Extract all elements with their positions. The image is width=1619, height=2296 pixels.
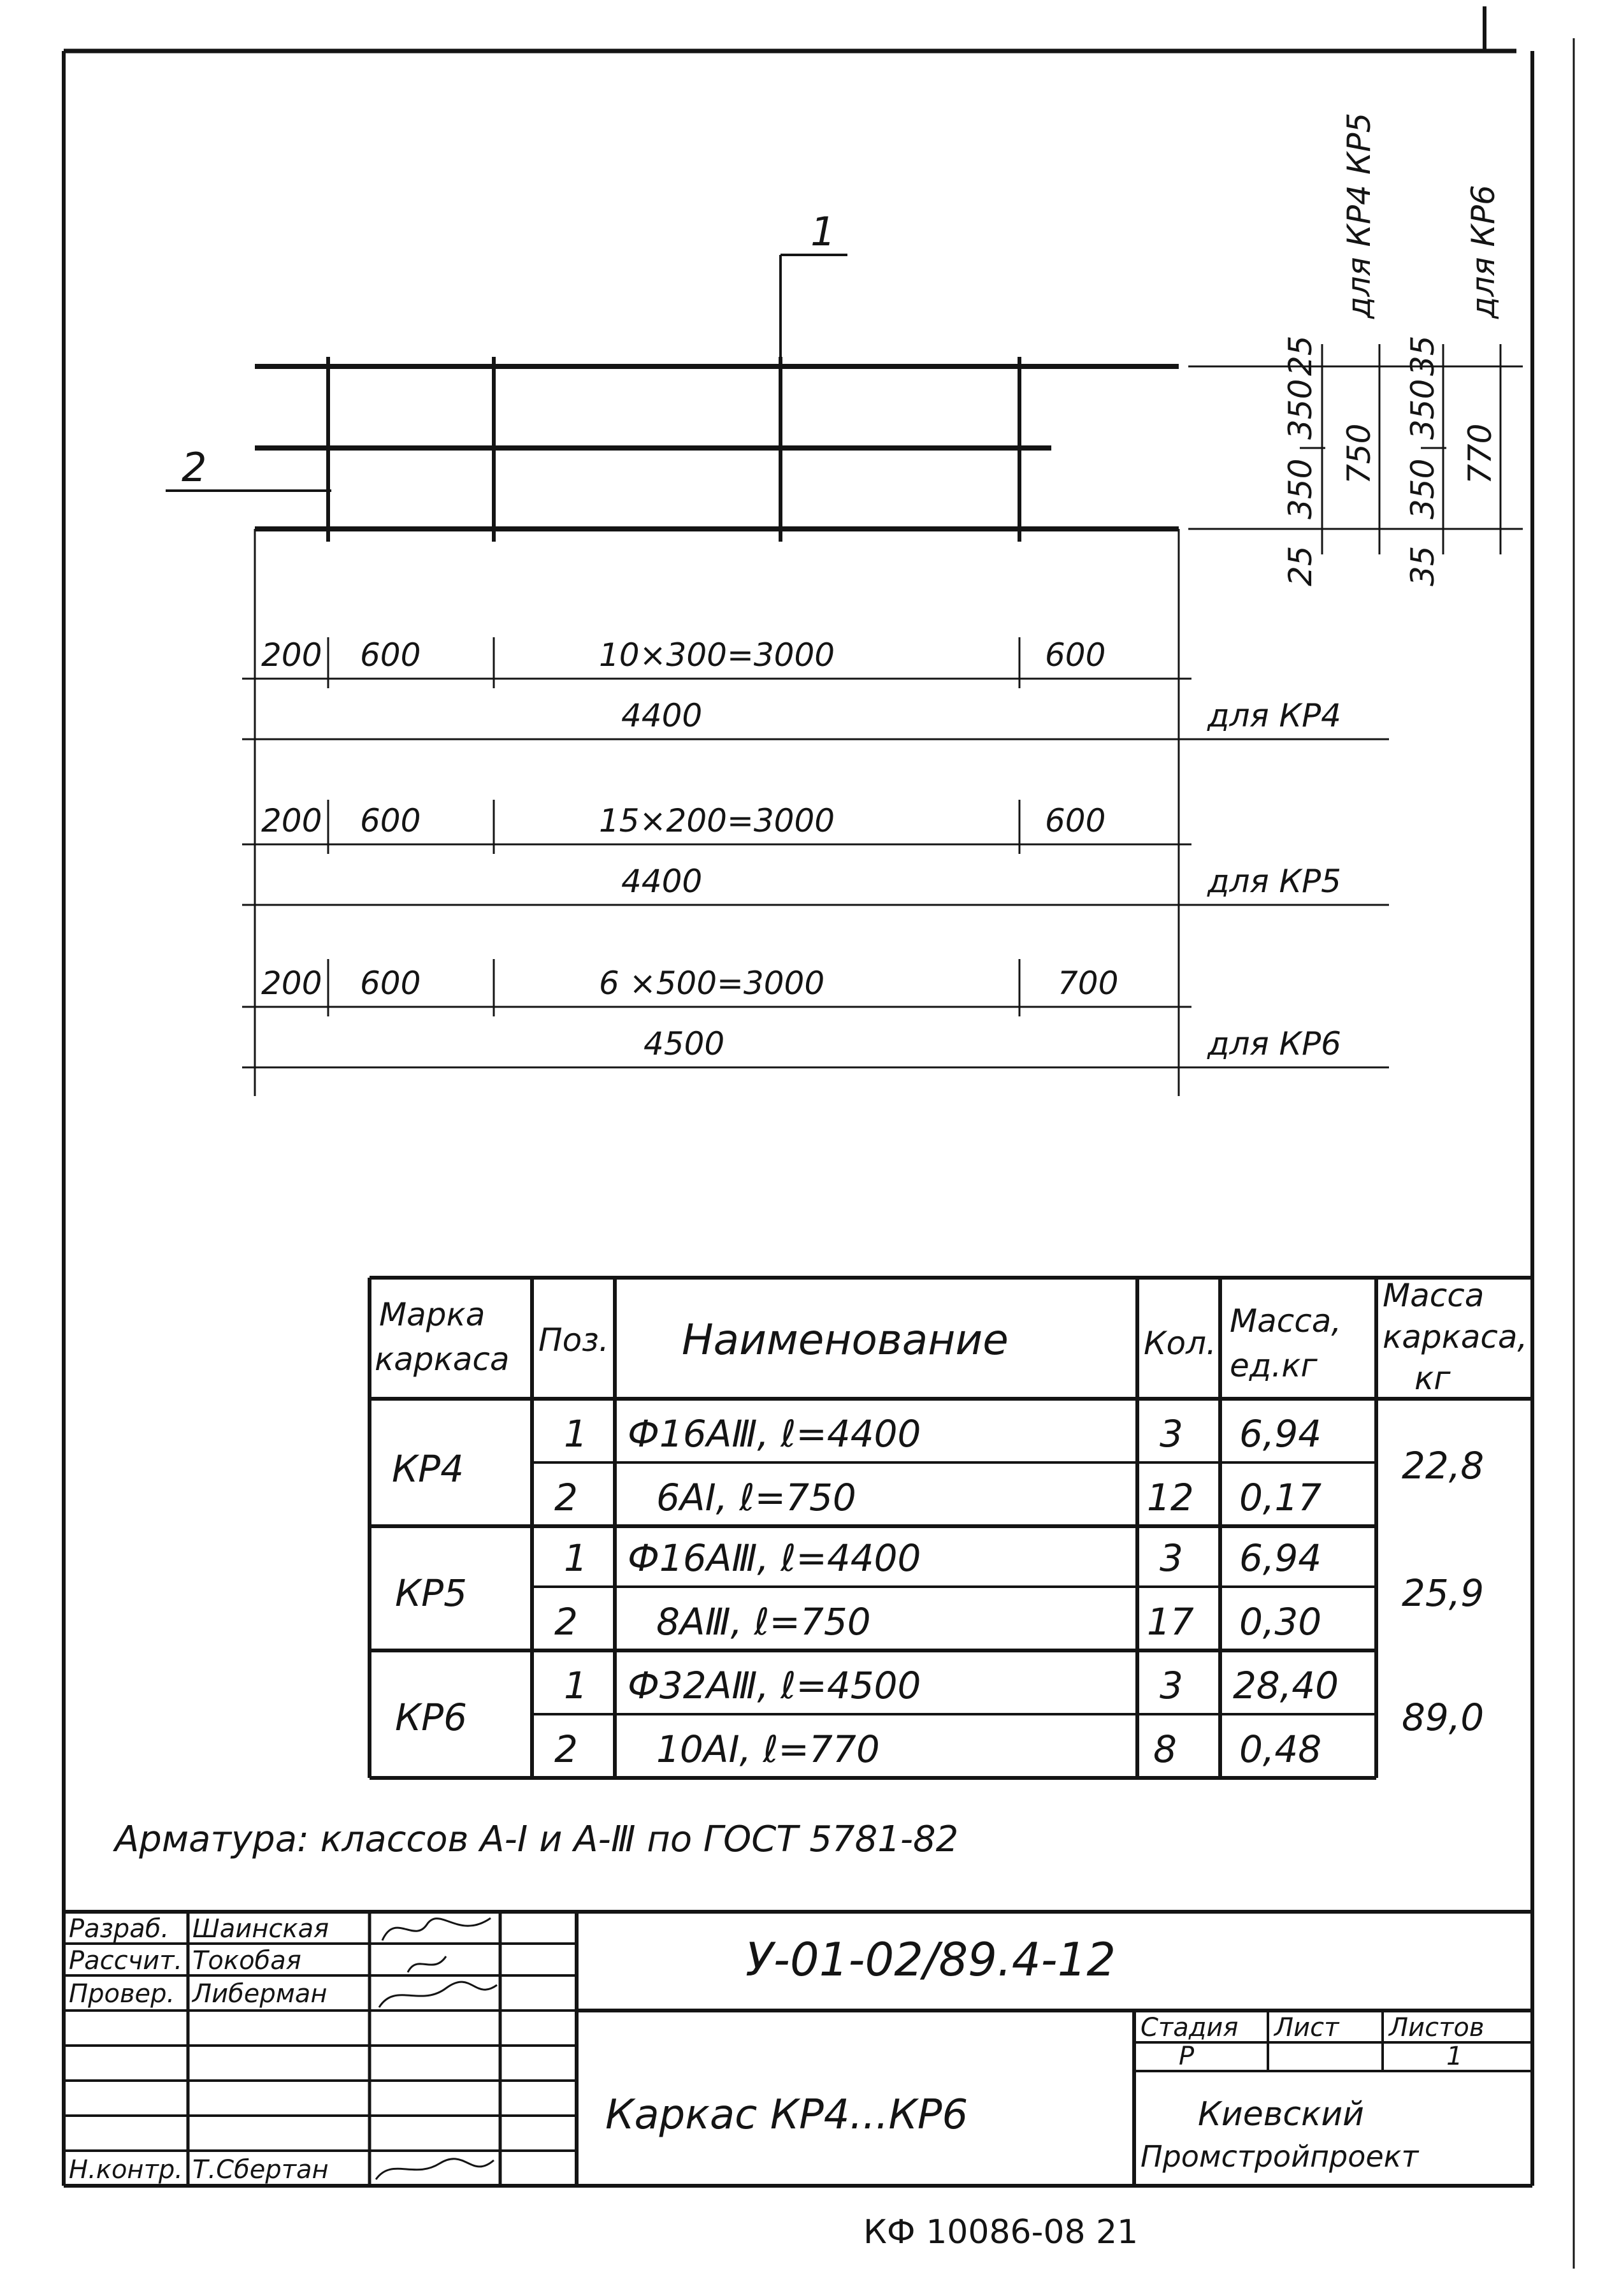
stage-value: Р: [1179, 2042, 1195, 2071]
table-qty: 12: [1147, 1476, 1194, 1519]
vdim-a2-lower: 350: [1404, 458, 1441, 519]
dim-row3-label: для КР6: [1207, 1025, 1341, 1062]
tb-role: Провер.: [69, 1979, 175, 2009]
tb-person: Либерман: [192, 1979, 327, 2009]
table-unit-mass: 0,30: [1239, 1600, 1322, 1643]
dim-row1-total: 4400: [621, 697, 703, 734]
table-unit-mass: 6,94: [1239, 1412, 1322, 1455]
table-mark-kp6: КР6: [395, 1696, 468, 1739]
table-pos: 1: [564, 1412, 587, 1455]
table-unit-mass: 6,94: [1239, 1536, 1322, 1580]
org-line-2: Промстройпроект: [1140, 2139, 1419, 2174]
th-pos: Поз.: [538, 1322, 609, 1359]
table-qty: 17: [1147, 1600, 1194, 1643]
vdim-a1-upper: 350: [1282, 379, 1319, 440]
dim-row2-seg2: 600: [360, 802, 421, 839]
signature-mark: [379, 1982, 497, 2007]
th-qty: Кол.: [1144, 1325, 1216, 1362]
table-pos: 1: [564, 1664, 587, 1707]
vdim-label-kp6: для КР6: [1465, 185, 1502, 319]
dim-row2-seg4: 600: [1045, 802, 1106, 839]
spec-table: [370, 1277, 1532, 1778]
tb-person: Токобая: [192, 1946, 301, 1975]
tb-role: Рассчит.: [69, 1946, 183, 1975]
table-qty: 8: [1153, 1728, 1177, 1771]
tb-role: Разраб.: [69, 1914, 169, 1944]
doc-code: У-01-02/89.4-12: [745, 1933, 1116, 1986]
vdim-a1-lower: 350: [1282, 458, 1319, 519]
dim-row2-seg3: 15×200=3000: [599, 802, 835, 839]
vdim-a2-top: 35: [1404, 335, 1441, 376]
dim-row3-seg2: 600: [360, 965, 421, 1002]
vdim-a2-total: 770: [1462, 423, 1499, 484]
table-mark-kp4: КР4: [392, 1447, 464, 1491]
drawing-title: Каркас КР4...КР6: [605, 2091, 968, 2139]
table-unit-mass: 0,48: [1239, 1728, 1322, 1771]
table-pos: 2: [554, 1476, 578, 1519]
dimension-row-kp6: [242, 959, 1389, 1067]
vdim-a2-bottom: 35: [1404, 545, 1441, 586]
table-name: 6АⅠ, ℓ=750: [656, 1476, 856, 1519]
table-pos: 2: [554, 1600, 578, 1643]
th-frame-mass-line2: каркаса,: [1383, 1318, 1528, 1355]
th-name: Наименование: [682, 1315, 1009, 1364]
dim-row2-label: для КР5: [1207, 863, 1341, 900]
table-mark-kp5: КР5: [395, 1571, 468, 1615]
tb-role: Н.контр.: [69, 2155, 183, 2184]
signature-mark: [376, 2159, 494, 2179]
table-mass-kp6: 89,0: [1402, 1696, 1485, 1739]
dim-row2-seg1: 200: [261, 802, 322, 839]
tb-person: Т.Сбертан: [192, 2155, 329, 2184]
th-mark-line1: Марка: [379, 1296, 486, 1333]
vdim-a1-total: 750: [1341, 423, 1378, 484]
th-frame-mass-line1: Масса: [1383, 1277, 1485, 1314]
vdim-a1-top: 25: [1282, 335, 1319, 376]
th-frame-mass-line3: кг: [1414, 1360, 1451, 1397]
vdim-label-kp4-kp5: для КР4 КР5: [1341, 112, 1378, 319]
signatures: [376, 1918, 497, 2179]
callout-2-label: 2: [182, 444, 207, 491]
table-unit-mass: 28,40: [1233, 1664, 1339, 1707]
th-unit-mass-line1: Масса,: [1230, 1303, 1342, 1339]
table-pos: 1: [564, 1536, 587, 1580]
title-block: [64, 1912, 1532, 2186]
th-mark-line2: каркаса: [375, 1341, 510, 1378]
org-line-1: Киевский: [1198, 2095, 1364, 2134]
dim-row2-total: 4400: [621, 863, 703, 900]
signature-mark: [382, 1918, 491, 1940]
table-qty: 3: [1160, 1536, 1183, 1580]
table-name: Ф32АⅢ, ℓ=4500: [628, 1664, 921, 1707]
dim-row3-total: 4500: [644, 1025, 725, 1062]
table-pos: 2: [554, 1728, 578, 1771]
sheets-value: 1: [1446, 2042, 1463, 2071]
table-mass-kp5: 25,9: [1402, 1571, 1485, 1615]
dim-row3-seg1: 200: [261, 965, 322, 1002]
dim-row1-seg2: 600: [360, 637, 421, 674]
dim-row3-seg4: 700: [1058, 965, 1119, 1002]
dimension-row-kp5: [242, 800, 1389, 905]
archive-code: КФ 10086-08 21: [863, 2213, 1139, 2251]
dimension-row-kp4: [242, 637, 1389, 739]
dim-row1-seg1: 200: [261, 637, 322, 674]
table-name: Ф16АⅢ, ℓ=4400: [628, 1412, 921, 1455]
table-name: 10АⅠ, ℓ=770: [656, 1728, 880, 1771]
table-mass-kp4: 22,8: [1402, 1444, 1485, 1487]
signature-mark: [408, 1956, 446, 1972]
dim-row1-seg4: 600: [1045, 637, 1106, 674]
vdim-a2-upper: 350: [1404, 379, 1441, 440]
tb-person: Шаинская: [192, 1914, 329, 1944]
callout-1-label: 1: [810, 208, 836, 255]
vdim-a1-bottom: 25: [1282, 545, 1319, 586]
dim-row3-seg3: 6 ×500=3000: [599, 965, 825, 1002]
vertical-dimensions: [1282, 113, 1502, 586]
table-name: Ф16АⅢ, ℓ=4400: [628, 1536, 921, 1580]
table-qty: 3: [1160, 1664, 1183, 1707]
th-unit-mass-line2: ед.кг: [1230, 1347, 1318, 1384]
dim-row1-seg3: 10×300=3000: [599, 637, 835, 674]
table-unit-mass: 0,17: [1239, 1476, 1322, 1519]
sheets-label: Листов: [1389, 2013, 1485, 2042]
sheet-label: Лист: [1274, 2013, 1339, 2042]
table-qty: 3: [1160, 1412, 1183, 1455]
rebar-note: Арматура: классов А-Ⅰ и А-Ⅲ по ГОСТ 5781-82: [115, 1819, 959, 1860]
table-name: 8АⅢ, ℓ=750: [656, 1600, 871, 1643]
stage-label: Стадия: [1140, 2013, 1239, 2042]
dim-row1-label: для КР4: [1207, 697, 1341, 734]
